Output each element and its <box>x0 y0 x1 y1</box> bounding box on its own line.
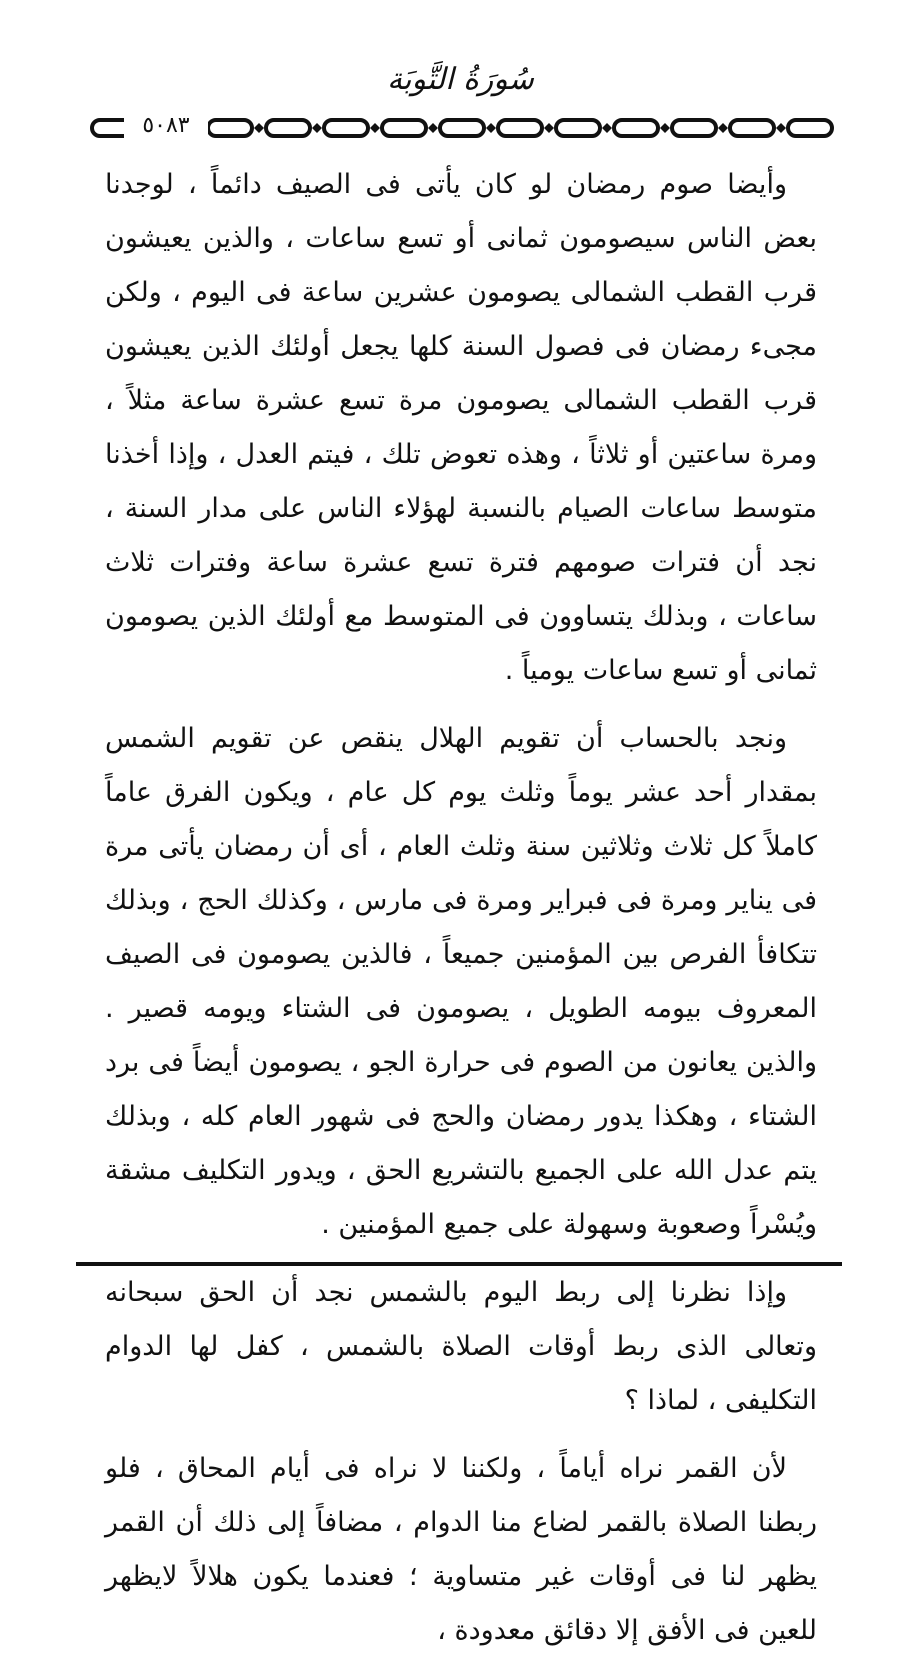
chain-diamond <box>776 123 786 133</box>
chain-link <box>556 120 600 136</box>
chain-link <box>788 120 832 136</box>
chain-link <box>730 120 774 136</box>
paragraph: وإذا نظرنا إلى ربط اليوم بالشمس نجد أن الحق سبحانه وتعالى الذى ربط أوقات الصلاة بالشمس ، كفل لها الدوام التكليفى ، لماذا ؟ <box>105 1277 817 1416</box>
chain-diamond <box>602 123 612 133</box>
sura-title: سُورَةُ التَّوبَة <box>387 62 534 97</box>
chain-link <box>440 120 484 136</box>
chain-link <box>208 120 252 136</box>
chain-diamond <box>718 123 728 133</box>
paragraph: وأيضا صوم رمضان لو كان يأتى فى الصيف دائماً ، لوجدنا بعض الناس سيصومون ثمانى أو تسع ساعات ، والذين يعيشون قرب القطب الشمالى يصومون عشرين ساعة فى اليوم ، ولكن مجىء رمضان فى فصول السنة كلها يجعل أولئك الذين يعيشون قرب القطب الشمالى يصومون مرة تسع عشرة ساعة مثلاً ، ومرة ساعتين أو ثلاثاً ، وهذه تعوض تلك ، فيتم العدل ، وإذا أخذنا متوسط ساعات الصيام بالنسبة لهؤلاء الناس على مدار السنة ، نجد أن فترات صومهم فترة تسع عشرة ساعة وفترات ثلاث ساعات ، وبذلك يتساوون فى المتوسط مع أولئك الذين يصومون ثمانى أو تسع ساعات يومياً . <box>105 169 817 686</box>
paragraph: ونجد بالحساب أن تقويم الهلال ينقص عن تقويم الشمس بمقدار أحد عشر يوماً وثلث يوم كل عام ، ويكون الفرق عاماً كاملاً كل ثلاث وثلاثين سنة وثلث العام ، أى أن رمضان يأتى مرة فى يناير ومرة فى فبراير ومرة فى مارس ، وكذلك الحج ، وبذلك تتكافأ الفرص بين المؤمنين جميعاً ، فالذين يصومون فى الصيف المعروف بيومه الطويل ، يصومون فى الشتاء ويومه قصير . والذين يعانون من الصوم فى حرارة الجو ، يصومون أيضاً فى برد الشتاء ، وهكذا يدور رمضان والحج فى شهور العام كله ، وبذلك يتم عدل الله على الجميع بالتشريع الحق ، ويدور التكليف مشقة ويُسْراً وصعوبة وسهولة على جميع المؤمنين . <box>105 723 817 1240</box>
chain-link <box>498 120 542 136</box>
paragraph: لأن القمر نراه أياماً ، ولكننا لا نراه فى أيام المحاق ، فلو ربطنا الصلاة بالقمر لضاع منا الدوام ، مضافاً إلى ذلك أن القمر يظهر لنا فى أوقات غير متساوية ؛ فعندما يكون هلالاً لايظهر للعين فى الأفق إلا دقائق معدودة ، <box>105 1453 817 1646</box>
chain-link <box>614 120 658 136</box>
page-number: ٥٠٨٣ <box>124 112 208 140</box>
chain-diamond <box>370 123 380 133</box>
chain-diamond <box>486 123 496 133</box>
chain-link <box>382 120 426 136</box>
chain-diamond <box>254 123 264 133</box>
chain-link <box>266 120 310 136</box>
body-text <box>105 158 817 1672</box>
chain-link <box>672 120 716 136</box>
chain-link <box>324 120 368 136</box>
chain-diamond <box>428 123 438 133</box>
chain-diamond <box>312 123 322 133</box>
chain-diamond <box>544 123 554 133</box>
bottom-rule <box>76 1262 842 1266</box>
chain-diamond <box>660 123 670 133</box>
